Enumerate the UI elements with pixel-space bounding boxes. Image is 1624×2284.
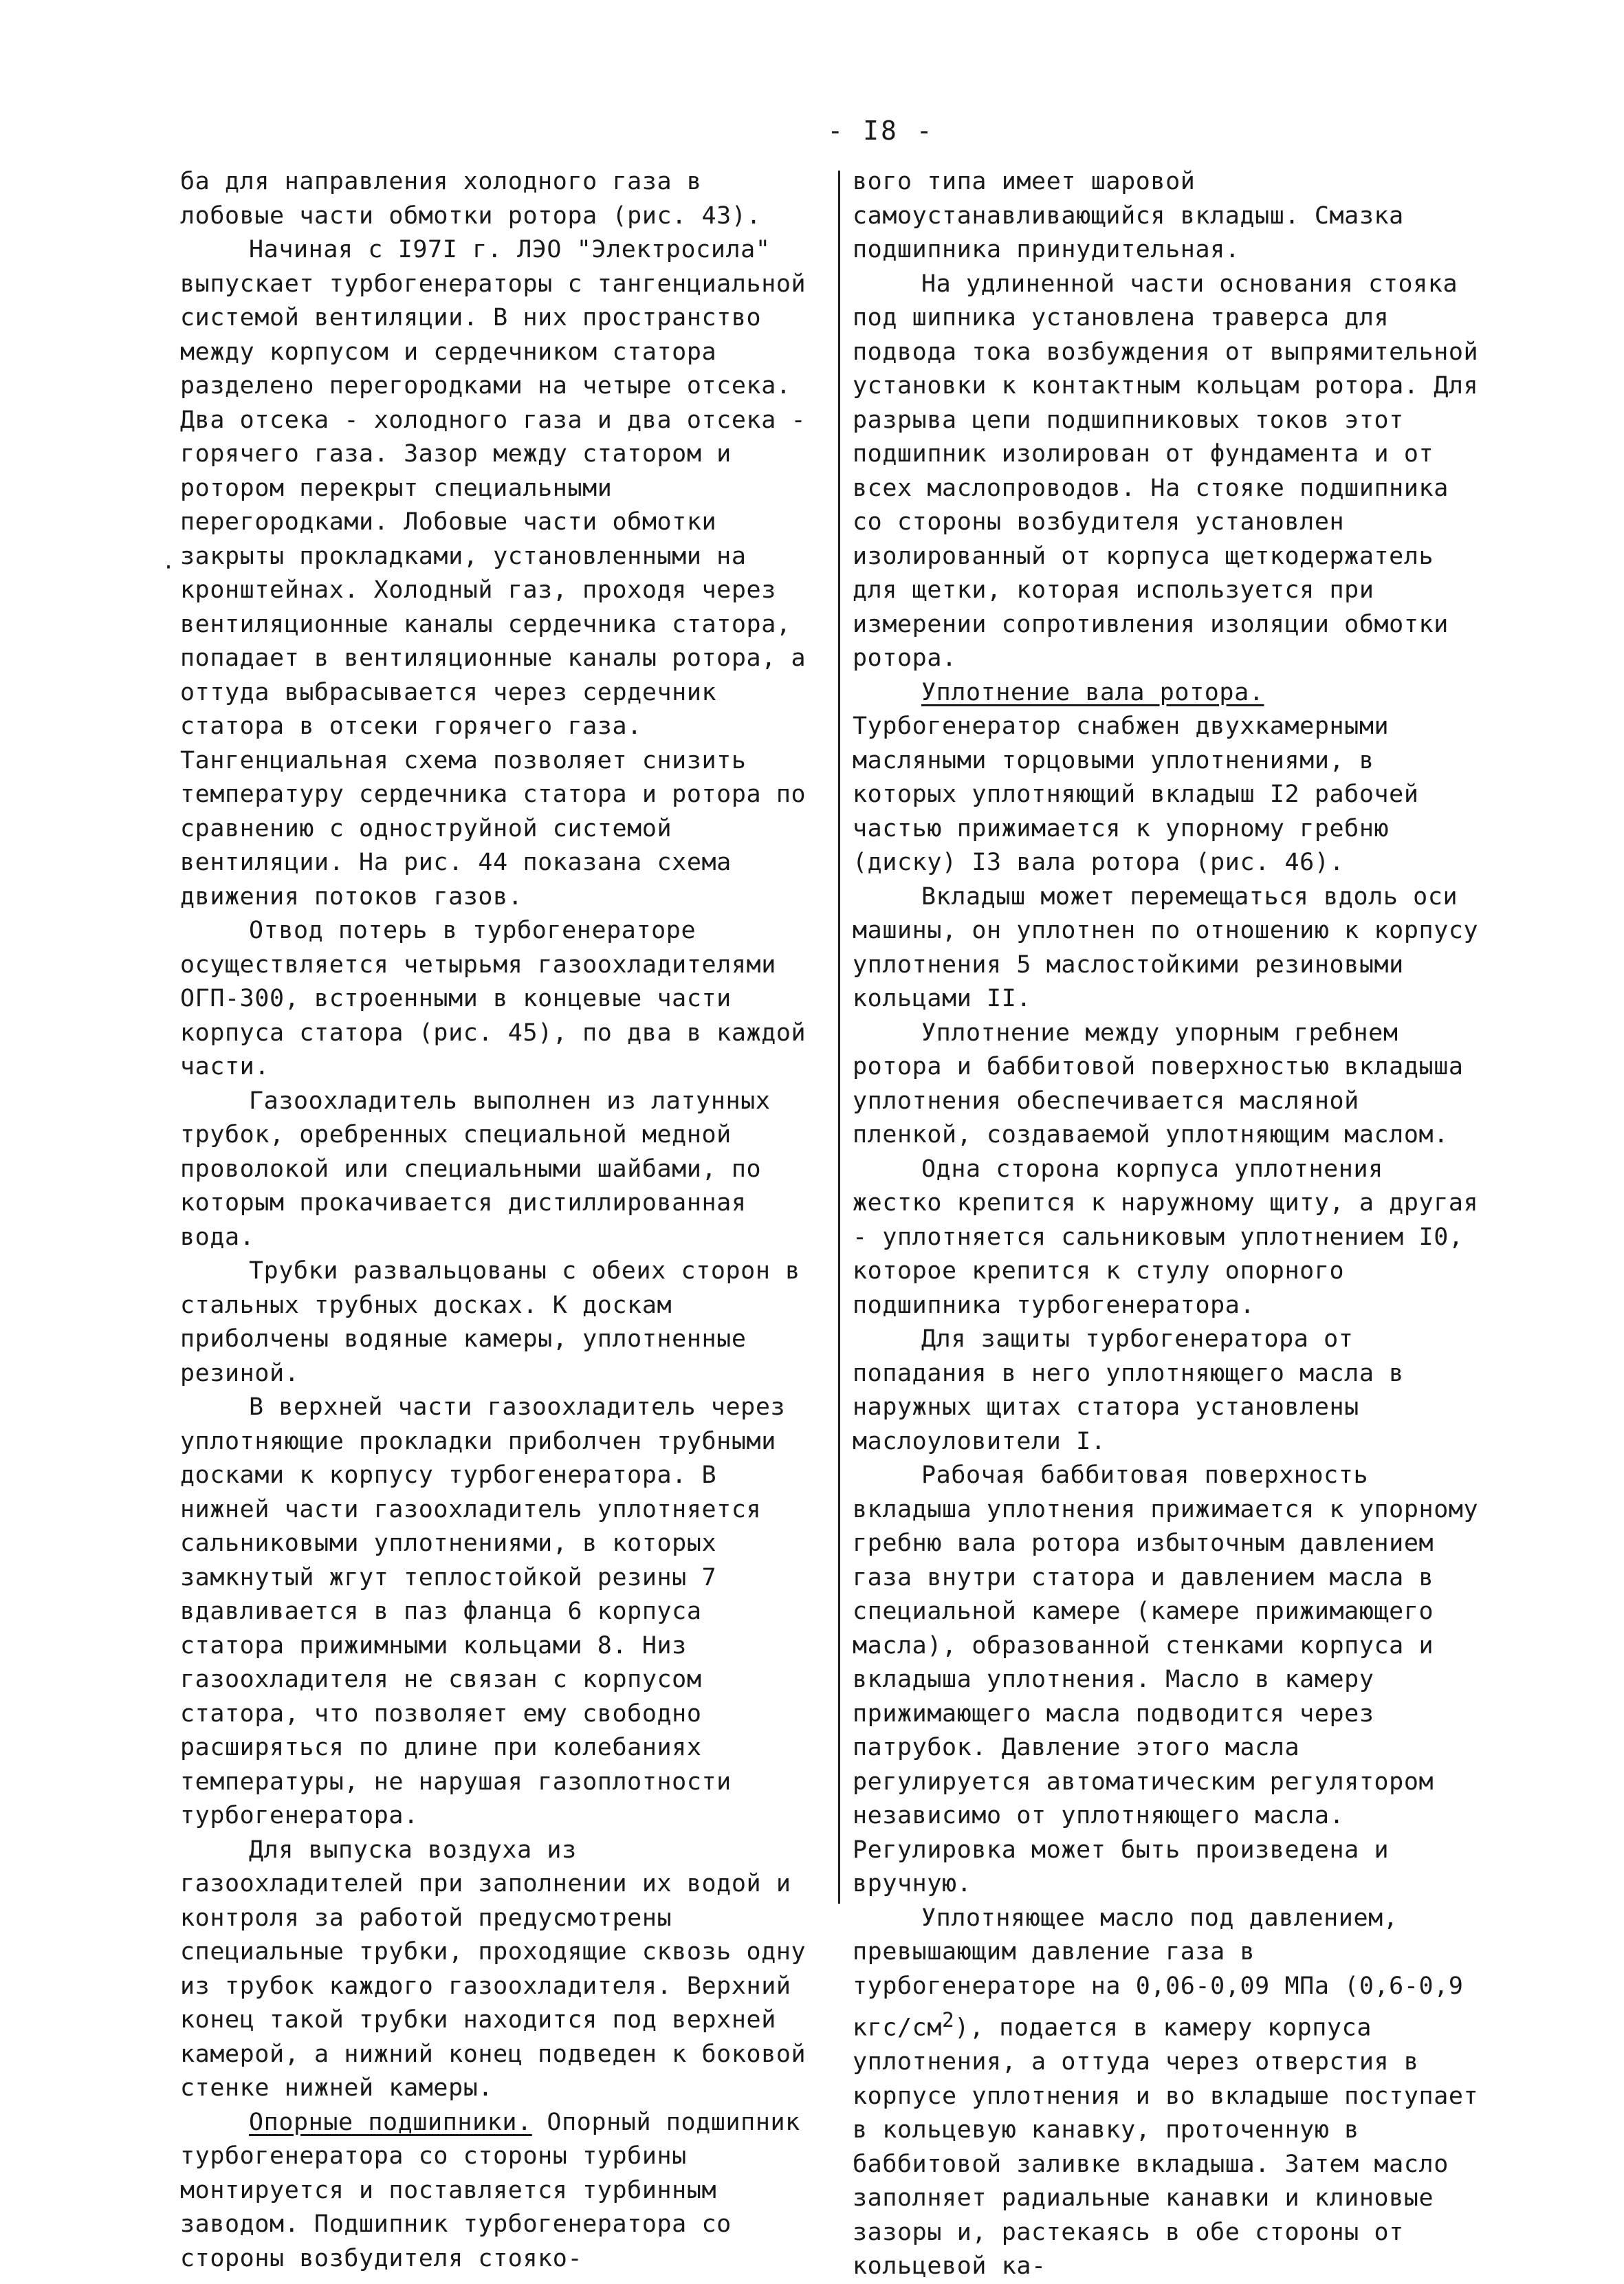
- right-paragraph-7: Для защиты турбогенератора от попадания в него уплотняющего масла в наружных щитах статора установлены маслоуловители I.: [853, 1325, 1404, 1455]
- left-paragraph-8-text: Опорный подшипник турбогенератора со стороны турбины монтируется и поставляется турбинным заводом. Подшипник турбогенератора со стороны возбудителя стояко-: [180, 2108, 800, 2272]
- right-paragraph-9-part-b: ), подается в камеру корпуса уплотнения, а оттуда через отверстия в корпусе уплотнения и во вкладыше поступает в кольцевую канавку, проточенную в баббитовой заливке вкладыша. Затем масло заполняет радиальные канавки и клиновые зазоры и, растекаясь в обе стороны от кольцевой ка-: [853, 2014, 1479, 2281]
- section-heading-shaft-seal: Уплотнение вала ротора.: [921, 678, 1264, 706]
- right-paragraph-5: Уплотнение между упорным гребнем ротора и баббитовой поверхностью вкладыша уплотнения обеспечивается масляной пленкой, создаваемой уплотняющим маслом.: [853, 1019, 1464, 1149]
- right-paragraph-6: Одна сторона корпуса уплотнения жестко крепится к наружному щиту, а другая - уплотняется сальниковым уплотнением I0, которое крепится к стулу опорного подшипника турбогенератора.: [853, 1155, 1479, 1319]
- left-paragraph-2: Начиная с I97I г. ЛЭО "Электросила" выпускает турбогенераторы с тангенциальной системой вентиляции. В них пространство между корпусом и сердечником статора разделено перегородками на четыре отсека. Два отсека - холодного газа и два отсека - горячего газа. Зазор между статором и ротором перекрыт специальными перегородками. Лобовые части обмотки закрыты прокладками, установленными на кронштейнах. Холодный газ, проходя через вентиляционные каналы сердечника статора, попадает в вентиляционные каналы ротора, а оттуда выбрасывается через сердечник статора в отсеки горячего газа. Тангенциальная схема позволяет снизить температуру сердечника статора и ротора по сравнению с одноструйной системой вентиляции. На рис. 44 показана схема движения потоков газов.: [180, 236, 806, 911]
- right-paragraph-9: [853, 1902, 1485, 2284]
- left-paragraph-1: ба для направления холодного газа в лобовые части обмотки ротора (рис. 43).: [180, 168, 762, 230]
- right-paragraph-2: На удлиненной части основания стояка под шипника установлена траверса для подвода тока возбуждения от выпрямительной установки к контактным кольцам ротора. Для разрыва цепи подшипниковых токов этот подшипник изолирован от фундамента и от всех маслопроводов. На стояке подшипника со стороны возбудителя установлен изолированный от корпуса щеткодержатель для щетки, которая используется при измерении сопротивления изоляции обмотки ротора.: [853, 270, 1479, 672]
- left-paragraph-8: [180, 2106, 813, 2276]
- right-paragraph-3-text: Турбогенератор снабжен двухкамерными масляными торцовыми уплотнениями, в которых уплотняющий вкладыш I2 рабочей частью прижимается к упорному гребню (диску) I3 вала ротора (рис. 46).: [853, 713, 1419, 876]
- right-paragraph-1: вого типа имеет шаровой самоустанавливающийся вкладыш. Смазка подшипника принудительная.: [853, 168, 1404, 263]
- superscript-2: 2: [942, 2008, 955, 2032]
- right-paragraph-8: Рабочая баббитовая поверхность вкладыша уплотнения прижимается к упорному гребню вала ротора избыточным давлением газа внутри статора и давлением масла в специальной камере (камере прижимающего масла), образованной стенками корпуса и вкладыша уплотнения. Масло в камеру прижимающего масла подводится через патрубок. Давление этого масла регулируется автоматическим регулятором независимо от уплотняющего масла. Регулировка может быть произведена и вручную.: [853, 1461, 1479, 1897]
- left-paragraph-7: Для выпуска воздуха из газоохладителей при заполнении их водой и контроля за работой предусмотрены специальные трубки, проходящие сквозь одну из трубок каждого газоохладителя. Верхний конец такой трубки находится под верхней камерой, а нижний конец подведен к боковой стенке нижней камеры.: [180, 1836, 806, 2102]
- right-paragraph-4: Вкладыш может перемещаться вдоль оси машины, он уплотнен по отношению к корпусу уплотнения 5 маслостойкими резиновыми кольцами II.: [853, 882, 1479, 1012]
- section-heading-bearings: Опорные подшипники.: [249, 2108, 532, 2136]
- right-paragraph-9-part-a: Уплотняющее масло под давлением, превышающим давление газа в турбогенераторе на 0,06-0,09 МПа (0,6-0,9 кгс/см: [853, 1904, 1464, 2042]
- left-paragraph-3: Отвод потерь в турбогенераторе осуществляется четырьмя газоохладителями ОГП-300, встроенными в концевые части корпуса статора (рис. 45), по два в каждой части.: [180, 917, 806, 1080]
- column-divider: [838, 171, 840, 1904]
- right-column: [853, 165, 1485, 2284]
- right-paragraph-3: [853, 676, 1485, 880]
- margin-dot: ·: [162, 556, 175, 580]
- left-paragraph-6: В верхней части газоохладитель через уплотняющие прокладки приболчен трубными досками к корпусу турбогенератора. В нижней части газоохладитель уплотняется сальниковыми уплотнениями, в которых замкнутый жгут теплостойкой резины 7 вдавливается в паз фланца 6 корпуса статора прижимными кольцами 8. Низ газоохладителя не связан с корпусом статора, что позволяет ему свободно расширяться по длине при колебаниях температуры, не нарушая газоплотности турбогенератора.: [180, 1393, 786, 1829]
- page-number: - I8 -: [827, 116, 934, 146]
- left-paragraph-5: Трубки развальцованы с обеих сторон в стальных трубных досках. К доскам приболчены водяные камеры, уплотненные резиной.: [180, 1257, 800, 1387]
- left-paragraph-4: Газоохладитель выполнен из латунных трубок, оребренных специальной медной проволокой или специальными шайбами, по которым прокачивается дистиллированная вода.: [180, 1087, 771, 1251]
- left-column: [180, 165, 813, 2276]
